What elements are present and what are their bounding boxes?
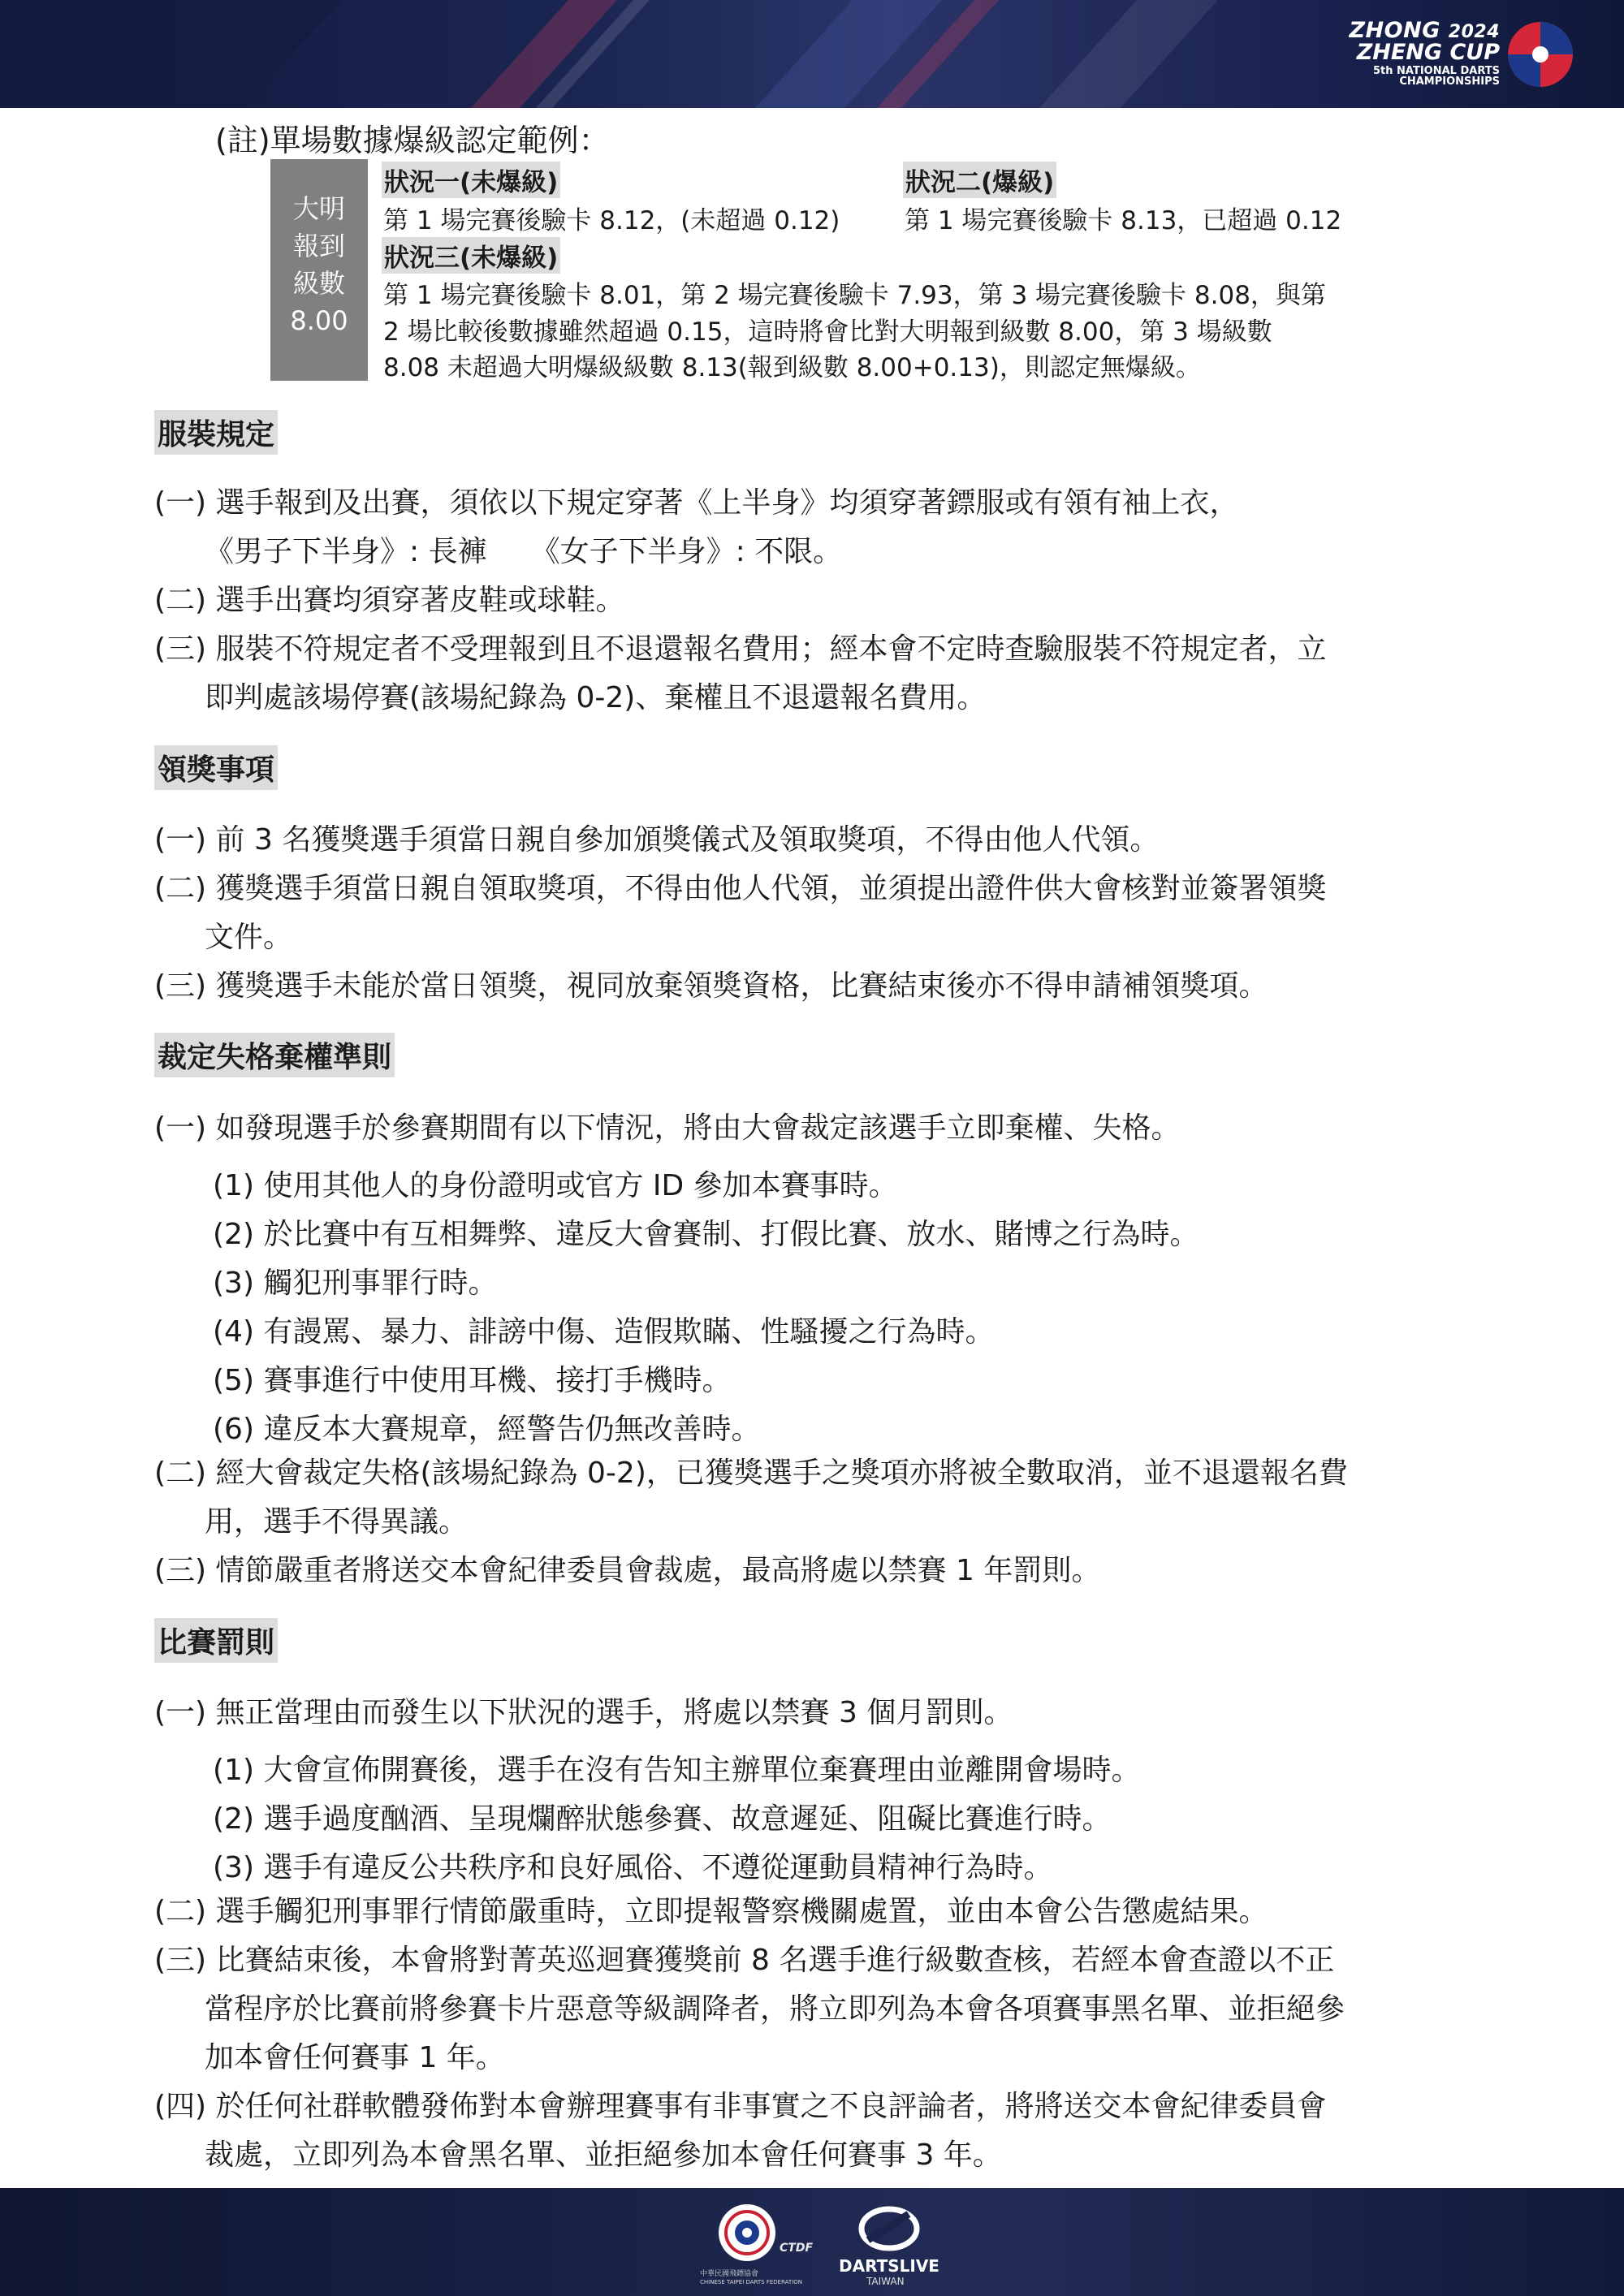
org-name-en: CHINESE TAIPEI DARTS FEDERATION: [700, 2279, 803, 2285]
dq-sub-item: (5) 賽事進行中使用耳機、接打手機時。: [213, 1364, 732, 1397]
box-line: 報到: [292, 231, 345, 261]
dq-intro: (一) 如發現選手於參賽期間有以下情況，將由大會裁定該選手立即棄權、失格。: [154, 1111, 1181, 1145]
case3-label: 狀況三(未爆級): [382, 237, 560, 274]
section-title-dq: 裁定失格棄權準則: [154, 1033, 395, 1077]
dq-sub-item: (3) 觸犯刑事罪行時。: [213, 1267, 498, 1300]
penalty-item: 加本會任何賽事 1 年。: [205, 2041, 505, 2074]
dq-sub-item: (1) 使用其他人的身份證明或官方 ID 參加本賽事時。: [213, 1169, 898, 1202]
dq-sub-item: (2) 於比賽中有互相舞弊、違反大會賽制、打假比賽、放水、賭博之行為時。: [213, 1218, 1199, 1251]
penalty-item: 當程序於比賽前將參賽卡片惡意等級調降者，將立即列為本會各項賽事黑名單、並拒絕參: [205, 1992, 1345, 2026]
dq-item: 用，選手不得異議。: [205, 1505, 469, 1539]
logo-line3: 5th NATIONAL DARTS: [1373, 65, 1500, 77]
ctdf-label: CTDF: [780, 2242, 814, 2255]
award-item: 文件。: [205, 921, 293, 954]
dress-item: 即判處該場停賽(該場紀錄為 0-2)、棄權且不退還報名費用。: [205, 681, 987, 714]
sponsor-name: DARTSLIVE: [839, 2256, 939, 2276]
penalty-item: 裁處，立即列為本會黑名單、並拒絕參加本會任何賽事 3 年。: [205, 2138, 1002, 2172]
header-banner: [0, 0, 1624, 108]
example-player-box: [270, 159, 368, 381]
logo-line1: ZHONG: [1349, 18, 1440, 43]
award-item: (二) 獲獎選手須當日親自領取獎項，不得由他人代領，並須提出證件供大會核對並簽署領獎: [154, 872, 1327, 905]
box-line: 大明: [292, 193, 345, 224]
section-title-dress: 服裝規定: [154, 410, 278, 455]
sponsor-sub: TAIWAN: [866, 2276, 905, 2287]
penalty-sub-item: (2) 選手過度酗酒、呈現爛醉狀態參賽、故意遲延、阻礙比賽進行時。: [213, 1802, 1112, 1836]
dress-item: (二) 選手出賽均須穿著皮鞋或球鞋。: [154, 584, 625, 617]
case3-line: 第 1 場完賽後驗卡 8.01，第 2 場完賽後驗卡 7.93，第 3 場完賽後驗卡 8.08，與第: [383, 281, 1326, 310]
dq-item: (二) 經大會裁定失格(該場紀錄為 0-2)，已獲獎選手之獎項亦將被全數取消，並不退還報名費: [154, 1457, 1348, 1490]
award-item: (三) 獲獎選手未能於當日領獎，視同放棄領獎資格，比賽結束後亦不得申請補領獎項。: [154, 969, 1268, 1003]
dq-sub-item: (4) 有謾罵、暴力、誹謗中傷、造假欺瞞、性騷擾之行為時。: [213, 1315, 995, 1349]
dress-item: 《男子下半身》: 長褲 《女子下半身》: 不限。: [205, 535, 843, 568]
logo-line2: ZHENG CUP: [1356, 40, 1500, 65]
dq-item: (三) 情節嚴重者將送交本會紀律委員會裁處，最高將處以禁賽 1 年罰則。: [154, 1554, 1101, 1587]
penalty-sub-item: (1) 大會宣佈開賽後，選手在沒有告知主辦單位棄賽理由並離開會場時。: [213, 1754, 1141, 1787]
box-line: 8.00: [290, 305, 348, 336]
penalty-item: (二) 選手觸犯刑事罪行情節嚴重時，立即提報警察機關處置，並由本會公告懲處結果。: [154, 1895, 1268, 1928]
case1-text: 第 1 場完賽後驗卡 8.12，(未超過 0.12): [383, 206, 840, 235]
case1-label: 狀況一(未爆級): [382, 162, 560, 198]
event-logo: [1341, 15, 1577, 96]
note-title: (註)單場數據爆級認定範例：: [215, 123, 610, 158]
dress-item: (一) 選手報到及出賽，須依以下規定穿著《上半身》均須穿著鏢服或有領有袖上衣，: [154, 486, 1239, 520]
footer-banner: [0, 2188, 1624, 2296]
case2-label: 狀況二(爆級): [903, 162, 1056, 198]
dartslive-logo-icon: [857, 2204, 922, 2253]
ctdf-emblem-icon: [719, 2204, 775, 2261]
logo-emblem-icon: [1504, 18, 1577, 91]
logo-line4: CHAMPIONSHIPS: [1399, 76, 1500, 88]
penalty-item: (三) 比賽結束後，本會將對菁英巡迴賽獲獎前 8 名選手進行級數查核，若經本會查證以不正: [154, 1944, 1335, 1977]
logo-year: 2024: [1448, 22, 1500, 42]
box-line: 級數: [292, 268, 345, 299]
case3-line: 2 場比較後數據雖然超過 0.15，這時將會比對大明報到級數 8.00，第 3 場級數: [383, 317, 1272, 347]
section-title-award: 領獎事項: [154, 745, 278, 790]
case3-line: 8.08 未超過大明爆級級數 8.13(報到級數 8.00+0.13)，則認定無爆級。: [383, 353, 1201, 382]
dq-sub-item: (6) 違反本大賽規章，經警告仍無改善時。: [213, 1413, 761, 1446]
case2-text: 第 1 場完賽後驗卡 8.13，已超過 0.12: [905, 206, 1342, 235]
penalty-item: (四) 於任何社群軟體發佈對本會辦理賽事有非事實之不良評論者，將將送交本會紀律委員會: [154, 2090, 1327, 2123]
dress-item: (三) 服裝不符規定者不受理報到且不退還報名費用；經本會不定時查驗服裝不符規定者，立: [154, 632, 1327, 666]
org-name-cn: 中華民國飛鏢協會: [700, 2270, 759, 2278]
award-item: (一) 前 3 名獲獎選手須當日親自參加頒獎儀式及領取獎項，不得由他人代領。: [154, 823, 1160, 857]
penalty-intro: (一) 無正當理由而發生以下狀況的選手，將處以禁賽 3 個月罰則。: [154, 1696, 1013, 1729]
penalty-sub-item: (3) 選手有違反公共秩序和良好風俗、不遵從運動員精神行為時。: [213, 1851, 1053, 1884]
section-title-penalty: 比賽罰則: [154, 1618, 278, 1663]
